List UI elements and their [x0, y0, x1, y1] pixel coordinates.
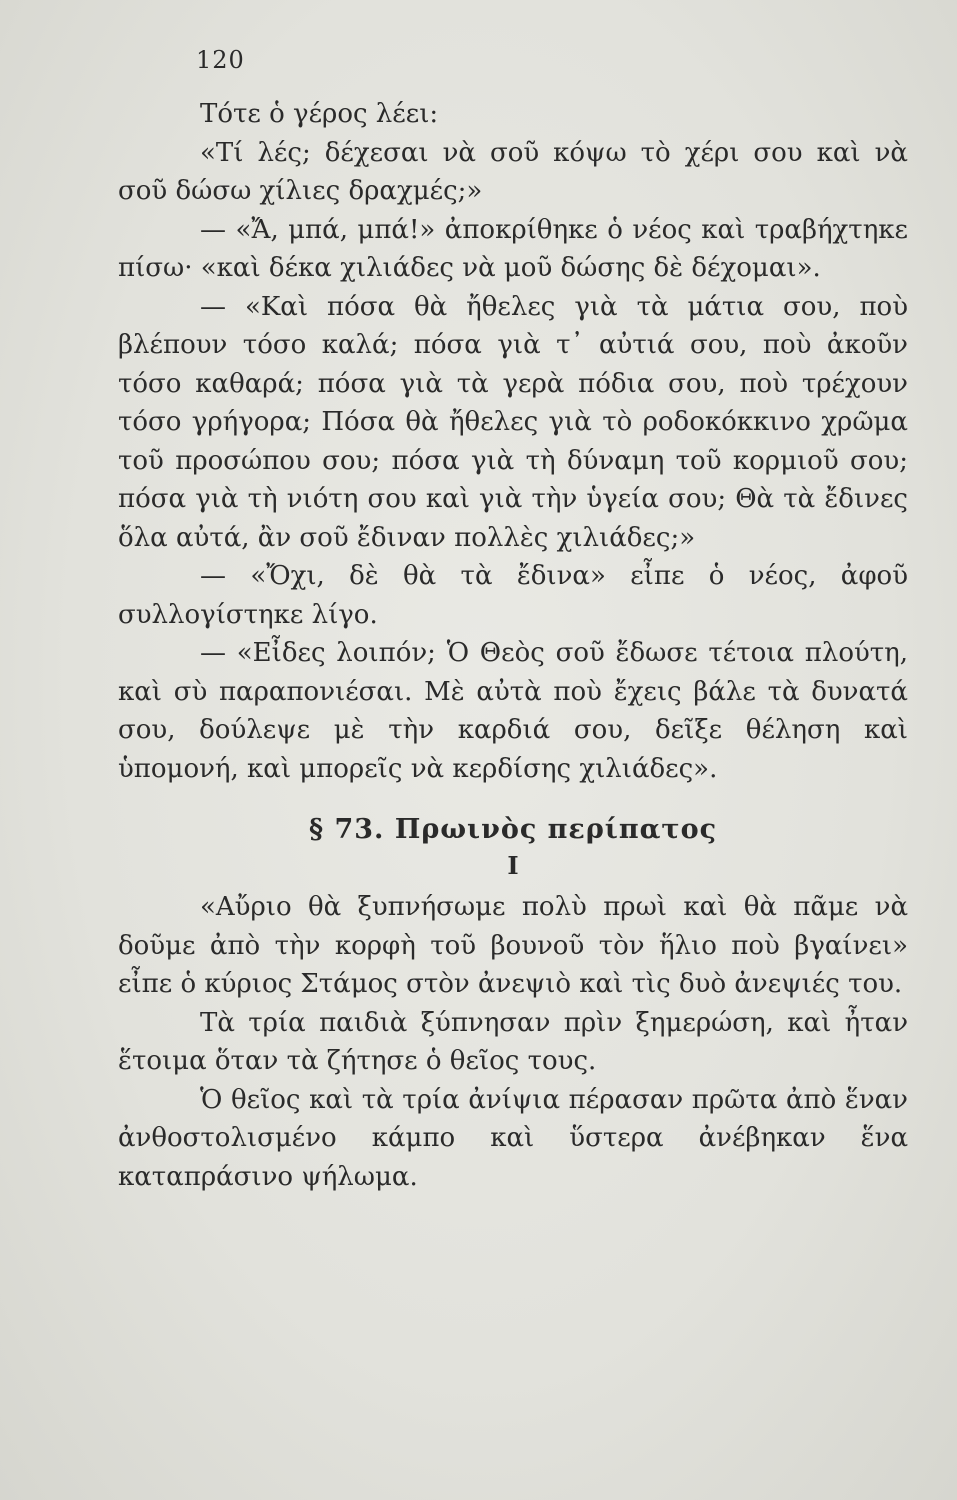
text-body	[118, 95, 908, 1196]
paragraph-7: «Αὔριο θὰ ξυπνήσωμε πολὺ πρωὶ καὶ θὰ πᾶμε νὰ δοῦμε ἀπὸ τὴν κορφὴ τοῦ βουνοῦ τὸν ἥλιο ποὺ βγαίνει» εἶπε ὁ κύριος Στάμος στὸν ἀνεψιὸ καὶ τὶς δυὸ ἀνεψιές του.	[118, 892, 908, 999]
section-subheading: Ι	[507, 851, 519, 880]
section-heading: § 73. Πρωινὸς περίπατος	[308, 814, 718, 845]
paragraph-5: — «Ὄχι, δὲ θὰ τὰ ἔδινα» εἶπε ὁ νέος, ἀφοῦ συλλογίστηκε λίγο.	[118, 561, 908, 630]
paragraph-2: «Τί λές; δέχεσαι νὰ σοῦ κόψω τὸ χέρι σου καὶ νὰ σοῦ δώσω χίλιες δραχμές;»	[118, 137, 908, 206]
paragraph-3: — «Ἄ, μπά, μπά!» ἀποκρίθηκε ὁ νέος καὶ τραβήχτηκε πίσω· «καὶ δέκα χιλιάδες νὰ μοῦ δώσης δὲ δέχομαι».	[118, 214, 908, 283]
paragraph-6: — «Εἶδες λοιπόν; Ὁ Θεὸς σοῦ ἔδωσε τέτοια πλούτη, καὶ σὺ παραπονιέσαι. Μὲ αὐτὰ ποὺ ἔχεις βάλε τὰ δυνατά σου, δούλεψε μὲ τὴν καρδιά σου, δεῖξε θέληση καὶ ὑπομονή, καὶ μπορεῖς νὰ κερδίσης χιλιάδες».	[118, 638, 908, 784]
paragraph-8: Τὰ τρία παιδιὰ ξύπνησαν πρὶν ξημερώση, καὶ ἦταν ἕτοιμα ὅταν τὰ ζήτησε ὁ θεῖος τους.	[118, 1007, 908, 1076]
paragraph-1: Τότε ὁ γέρος λέει:	[200, 99, 439, 129]
paragraph-9: Ὁ θεῖος καὶ τὰ τρία ἀνίψια πέρασαν πρῶτα ἀπὸ ἕναν ἀνθοστολισμένο κάμπο καὶ ὕστερα ἀνέβηκαν ἕνα καταπράσινο ψήλωμα.	[118, 1084, 908, 1192]
page-number: 120	[196, 46, 245, 74]
paragraph-4: — «Καὶ πόσα θὰ ἤθελες γιὰ τὰ μάτια σου, ποὺ βλέπουν τόσο καλά; πόσα γιὰ τ᾽ αὐτιά σου, ποὺ ἀκοῦν τόσο καθαρά; πόσα γιὰ τὰ γερὰ πόδια σου, ποὺ τρέχουν τόσο γρήγορα; Πόσα θὰ ἤθελες γιὰ τὸ ροδοκόκκινο χρῶμα τοῦ προσώπου σου; πόσα γιὰ τὴ δύναμη τοῦ κορμιοῦ σου; πόσα γιὰ τὴ νιότη σου καὶ γιὰ τὴν ὑγεία σου; Θὰ τὰ ἔδινες ὅλα αὐτά, ἂν σοῦ ἔδιναν πολλὲς χιλιάδες;»	[118, 291, 908, 553]
